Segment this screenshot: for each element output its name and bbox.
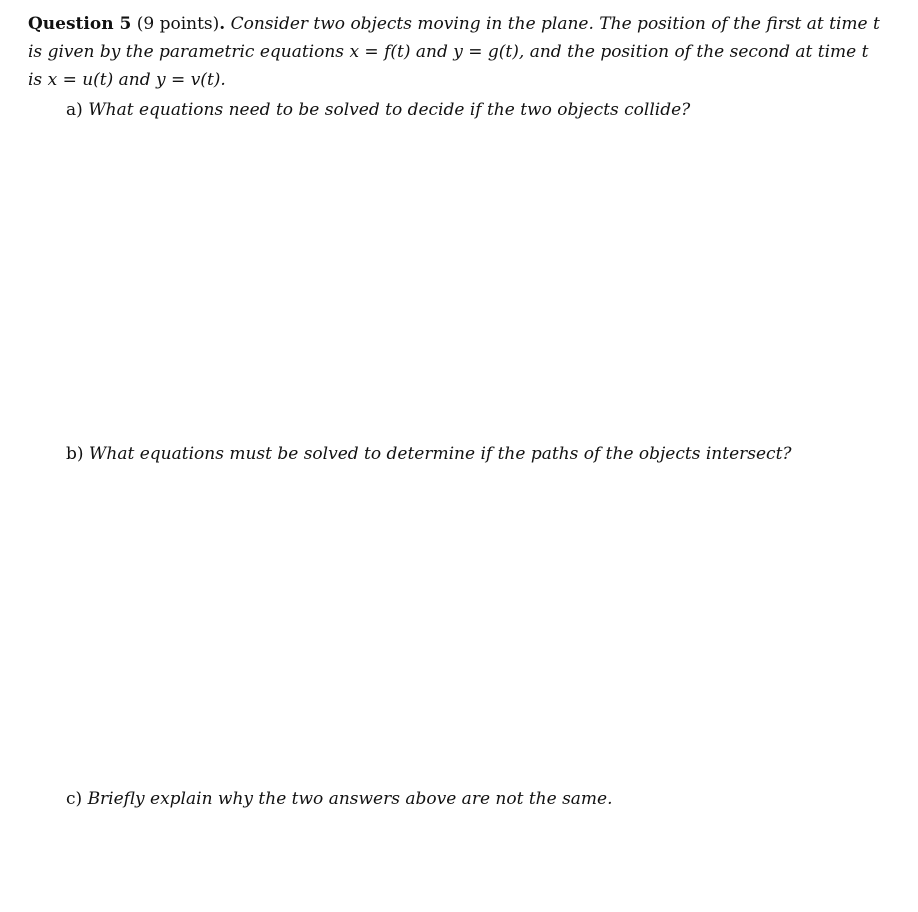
part-c-answer-space bbox=[66, 817, 886, 902]
question-and-2: and bbox=[113, 70, 157, 90]
question-points: (9 points) bbox=[136, 14, 220, 34]
part-c-text: Briefly explain why the two answers above are not the same. bbox=[87, 789, 613, 809]
equation-y-first: y = g(t) bbox=[453, 42, 519, 62]
equation-y-second: y = v(t) bbox=[156, 70, 221, 90]
part-a-prompt bbox=[66, 96, 886, 124]
part-c-label: c) bbox=[66, 789, 83, 809]
part-a-answer-space bbox=[66, 128, 886, 428]
part-a-label: a) bbox=[66, 100, 83, 120]
question-intro: Consider two objects moving in the plane. The position of the first at time t is given by the parametric equations bbox=[28, 14, 880, 62]
question-title-period: . bbox=[219, 14, 226, 34]
part-b-prompt bbox=[66, 440, 886, 468]
part-b-text: What equations must be solved to determine if the paths of the objects intersect? bbox=[88, 444, 792, 464]
question-mid: , and the position of the second at time t is bbox=[28, 42, 869, 90]
part-c-prompt bbox=[66, 785, 886, 813]
question-and-1: and bbox=[410, 42, 454, 62]
question-title: Question 5 bbox=[28, 14, 132, 34]
part-b-answer-space bbox=[66, 472, 886, 772]
part-a-text: What equations need to be solved to decide if the two objects collide? bbox=[88, 100, 691, 120]
part-b-label: b) bbox=[66, 444, 84, 464]
equation-x-second: x = u(t) bbox=[47, 70, 114, 90]
question-end: . bbox=[220, 70, 226, 90]
question-5-statement bbox=[28, 10, 888, 94]
equation-x-first: x = f(t) bbox=[349, 42, 411, 62]
